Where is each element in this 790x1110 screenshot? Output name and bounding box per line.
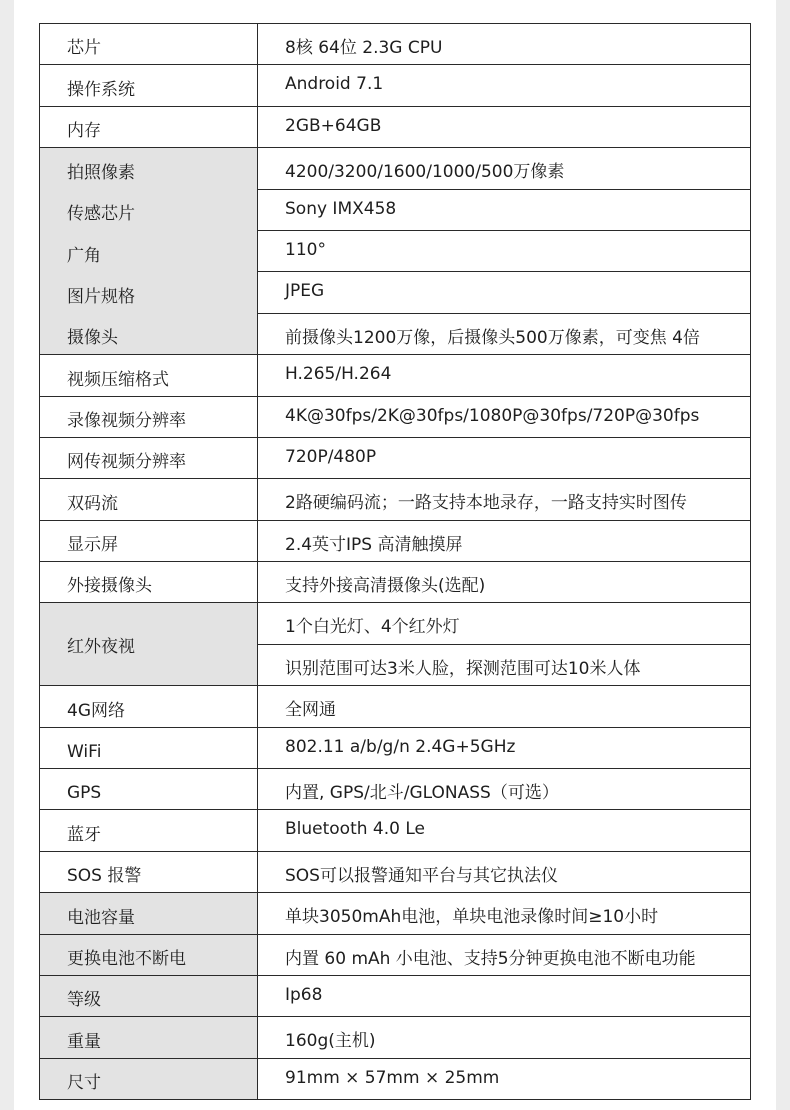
- spec-label: 蓝牙: [40, 810, 258, 851]
- table-row: [40, 934, 751, 975]
- table-row: [40, 24, 751, 65]
- table-row: [40, 148, 751, 189]
- table-row: [40, 727, 751, 768]
- spec-label: 重量: [40, 1017, 258, 1058]
- spec-value: 前摄像头1200万像，后摄像头500万像素，可变焦 4倍: [258, 313, 751, 354]
- spec-value: 单块3050mAh电池，单块电池录像时间≥10小时: [258, 893, 751, 934]
- spec-label: 图片规格: [40, 272, 258, 313]
- table-row: [40, 313, 751, 354]
- table-row: [40, 479, 751, 520]
- spec-value: 全网通: [258, 686, 751, 727]
- spec-label: 4G网络: [40, 686, 258, 727]
- spec-label: 传感芯片: [40, 189, 258, 230]
- spec-value: 2GB+64GB: [258, 106, 751, 147]
- table-row: [40, 975, 751, 1016]
- spec-label: 网传视频分辨率: [40, 437, 258, 478]
- table-row: [40, 851, 751, 892]
- spec-value: 110°: [258, 230, 751, 271]
- spec-label: 拍照像素: [40, 148, 258, 189]
- table-row: [40, 230, 751, 271]
- spec-label: 外接摄像头: [40, 562, 258, 603]
- spec-value: Bluetooth 4.0 Le: [258, 810, 751, 851]
- spec-label: SOS 报警: [40, 851, 258, 892]
- spec-value: Android 7.1: [258, 65, 751, 106]
- spec-table: [39, 23, 751, 1100]
- spec-value: JPEG: [258, 272, 751, 313]
- spec-label: 双码流: [40, 479, 258, 520]
- spec-label: 录像视频分辨率: [40, 396, 258, 437]
- spec-label: 操作系统: [40, 65, 258, 106]
- table-row: [40, 396, 751, 437]
- spec-label: 视频压缩格式: [40, 355, 258, 396]
- spec-value: 内置, GPS/北斗/GLONASS（可选）: [258, 769, 751, 810]
- spec-value: 2路硬编码流；一路支持本地录存，一路支持实时图传: [258, 479, 751, 520]
- spec-value: 802.11 a/b/g/n 2.4G+5GHz: [258, 727, 751, 768]
- spec-value: 内置 60 mAh 小电池、支持5分钟更换电池不断电功能: [258, 934, 751, 975]
- table-row: [40, 1017, 751, 1058]
- table-row: [40, 520, 751, 561]
- spec-label: GPS: [40, 769, 258, 810]
- spec-value: 4200/3200/1600/1000/500万像素: [258, 148, 751, 189]
- table-row: [40, 355, 751, 396]
- spec-label: 摄像头: [40, 313, 258, 354]
- table-row: [40, 562, 751, 603]
- spec-value: Ip68: [258, 975, 751, 1016]
- spec-label: 尺寸: [40, 1058, 258, 1099]
- spec-label: 红外夜视: [40, 603, 258, 686]
- spec-value: 1个白光灯、4个红外灯: [258, 603, 751, 644]
- table-row: [40, 686, 751, 727]
- spec-value: 8核 64位 2.3G CPU: [258, 24, 751, 65]
- spec-label: 芯片: [40, 24, 258, 65]
- spec-label: 内存: [40, 106, 258, 147]
- spec-label: 广角: [40, 230, 258, 271]
- spec-value: 91mm × 57mm × 25mm: [258, 1058, 751, 1099]
- spec-value: 160g(主机): [258, 1017, 751, 1058]
- spec-value: Sony IMX458: [258, 189, 751, 230]
- table-row: [40, 65, 751, 106]
- table-row: [40, 1058, 751, 1099]
- table-row: [40, 189, 751, 230]
- spec-value: 2.4英寸IPS 高清触摸屏: [258, 520, 751, 561]
- spec-label: 电池容量: [40, 893, 258, 934]
- left-margin-strip: [0, 0, 14, 1110]
- spec-value: 识别范围可达3米人脸，探测范围可达10米人体: [258, 644, 751, 685]
- table-row: [40, 810, 751, 851]
- table-row: [40, 603, 751, 644]
- spec-value: 720P/480P: [258, 437, 751, 478]
- spec-label: 更换电池不断电: [40, 934, 258, 975]
- spec-value: SOS可以报警通知平台与其它执法仪: [258, 851, 751, 892]
- table-row: [40, 272, 751, 313]
- spec-value: 4K@30fps/2K@30fps/1080P@30fps/720P@30fps: [258, 396, 751, 437]
- spec-value: H.265/H.264: [258, 355, 751, 396]
- right-margin-strip: [776, 0, 790, 1110]
- spec-label: 等级: [40, 975, 258, 1016]
- table-row: [40, 106, 751, 147]
- table-row: [40, 893, 751, 934]
- spec-value: 支持外接高清摄像头(选配): [258, 562, 751, 603]
- table-row: [40, 769, 751, 810]
- table-row: [40, 437, 751, 478]
- spec-label: 显示屏: [40, 520, 258, 561]
- spec-label: WiFi: [40, 727, 258, 768]
